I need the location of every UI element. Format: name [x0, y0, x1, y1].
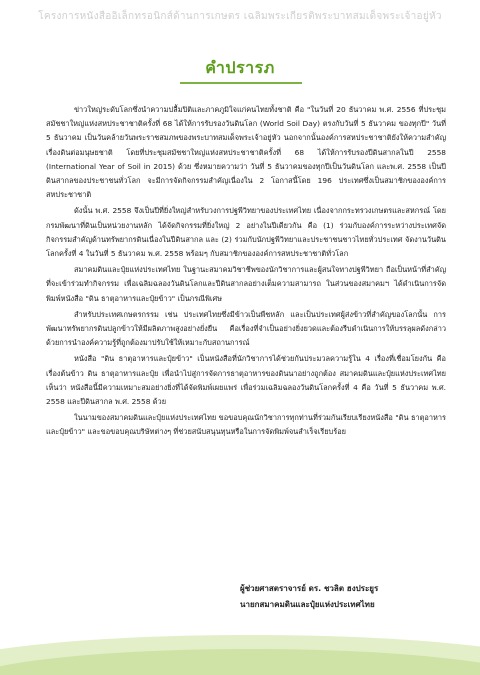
- page-title: คำปรารภ: [205, 58, 275, 77]
- signature-block: [240, 581, 450, 613]
- paragraph-3: สมาคมดินและปุ๋ยแห่งประเทศไทย ในฐานะสมาคมวิชาชีพของนักวิชาการและผู้สนใจทางปฐพีวิทยา ถือเป็นหน้าที่สำคัญที่จะเข้าร่วมทำกิจกรรม เพื่อเฉลิมฉลองวันดินโลกและปีดินสากลอย่างเต็มความสามารถ ในส่วนของสมาคมฯ ได้ดำเนินการจัดพิมพ์หนังสือ "ดิน ธาตุอาหารและปุ๋ยข้าว" เป็นกรณีพิเศษ: [46, 265, 446, 303]
- page-header: [0, 0, 480, 30]
- paragraph-4: สำหรับประเทศเกษตรกรรม เช่น ประเทศไทยซึ่งมีข้าวเป็นพืชหลัก และเป็นประเทศผู้ส่งข้าวที่สำคัญของโลกนั้น การพัฒนาทรัพยากรดินปลูกข้าวให้มีผลิตภาพสูงอย่างยั่งยืน คือเรื่องที่จำเป็นอย่างยิ่งยวดและต้องรีบดำเนินการให้บรรลุผลดังกล่าว ด้วยการนำองค์ความรู้ที่ถูกต้องมาปรับใช้ให้เหมาะกับสถานการณ์: [46, 309, 446, 348]
- paragraph-5: หนังสือ "ดิน ธาตุอาหารและปุ๋ยข้าว" เป็นหนังสือที่นักวิชาการได้ช่วยกันประมวลความรู้ใน 4 เรื่องที่เชื่อมโยงกัน คือ เรื่องต้นข้าว ดิน ธาตุอาหารและปุ๋ย เพื่อนำไปสู่การจัดการธาตุอาหารของดินนาอย่างถูกต้อง สมาคมดินและปุ๋ยแห่งประเทศไทยเห็นว่า หนังสือนี้มีความเหมาะสมอย่างยิ่งที่ได้จัดพิมพ์เผยแพร่ เพื่อร่วมเฉลิมฉลองวันดินโลกครั้งที่ 4 คือ วันที่ 5 ธันวาคม พ.ศ. 2558 และปีดินสากล พ.ศ. 2558 ด้วย: [46, 354, 446, 407]
- decorative-bottom-band: [0, 615, 480, 675]
- series-title: โครงการหนังสืออิเล็กทรอนิกส์ด้านการเกษตร เฉลิมพระเกียรติพระบาทสมเด็จพระเจ้าอยู่หัว: [38, 11, 442, 22]
- signature-name: ผู้ช่วยศาสตราจารย์ ดร. ชวลิต ฮงประยูร: [240, 584, 379, 593]
- title-underline: [180, 82, 302, 84]
- paragraph-6: ในนามของสมาคมดินและปุ๋ยแห่งประเทศไทย ขอขอบคุณนักวิชาการทุกท่านที่ร่วมกันเรียบเรียงหนังสือ "ดิน ธาตุอาหารและปุ๋ยข้าว" และขอขอบคุณบริษัทต่างๆ ที่ช่วยสนับสนุนทุนหรือในการจัดพิมพ์จนสำเร็จเรียบร้อย: [46, 413, 446, 437]
- paragraph-1: ข่าวใหญ่ระดับโลกซึ่งนำความปลื้มปิติและภาคภูมิใจแก่คนไทยทั้งชาติ คือ "ในวันที่ 20 ธันวาคม พ.ศ. 2556 ที่ประชุมสมัชชาใหญ่แห่งสหประชาชาติครั้งที่ 68 ได้ให้การรับรองวันดินโลก (World Soil Day) ตรงกับวันที่ 5 ธันวาคม ของทุกปี" วันที่ 5 ธันวาคม เป็นวันคล้ายวันพระราชสมภพของพระบาทสมเด็จพระเจ้าอยู่หัว นอกจากนั้นองค์การสหประชาชาติยังให้ความสำคัญเรื่องดินต่อมนุษยชาติ โดยที่ประชุมสมัชชาใหญ่แห่งสหประชาชาติครั้งที่ 68 ได้ให้การรับรองปีดินสากลในปี 2558 (International Year of Soil in 2015) ด้วย ซึ่งหมายความว่า วันที่ 5 ธันวาคมของทุกปีเป็นวันดินโลก และพ.ศ. 2558 เป็นปีดินสากลของประชาชนทั่วโลก จะมีการจัดกิจกรรมสำคัญเนื่องใน 2 โอกาสนี้โดย 196 ประเทศซึ่งเป็นสมาชิกขององค์การสหประชาชาติ: [46, 105, 446, 200]
- foreword-body: [46, 103, 446, 442]
- paragraph-2: ดังนั้น พ.ศ. 2558 จึงเป็นปีที่ยิ่งใหญ่สำหรับวงการปฐพีวิทยาของประเทศไทย เนื่องจากกระทรวงเกษตรและสหกรณ์ โดยกรมพัฒนาที่ดินเป็นหน่วยงานหลัก ได้จัดกิจกรรมที่ยิ่งใหญ่ 2 อย่างในปีเดียวกัน คือ (1) ร่วมกับองค์การระหว่างประเทศจัดกิจกรรมสำคัญด้านทรัพยากรดินเนื่องในปีดินสากล และ (2) ร่วมกับนักปฐพีวิทยาและประชาชนชาวไทยทั่วประเทศ จัดงานวันดินโลกครั้งที่ 4 ในวันที่ 5 ธันวาคม พ.ศ. 2558 พร้อมๆ กับสมาชิกขององค์การสหประชาชาติทั่วโลก: [46, 206, 446, 259]
- signature-position: นายกสมาคมดินและปุ๋ยแห่งประเทศไทย: [240, 600, 375, 609]
